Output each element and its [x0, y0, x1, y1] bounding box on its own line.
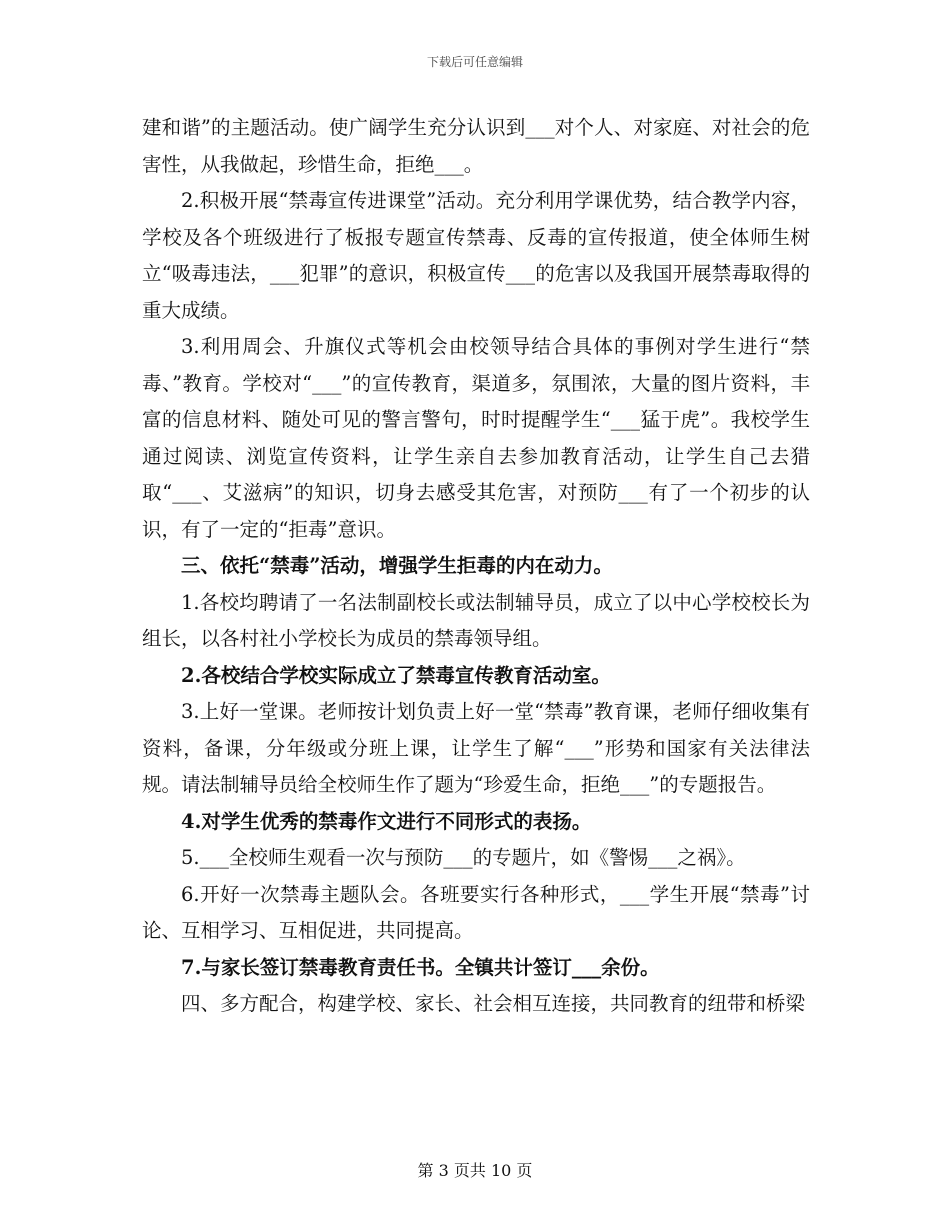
paragraph: 3.上好一堂课。老师按计划负责上好一堂“禁毒”教育课，老师仔细收集有资料，备课，分年级或分班上课，让学生了解“___”形势和国家有关法律法规。请法制辅导员给全校师生作了题为“珍爱生命，拒绝___”的专题报告。 — [142, 700, 810, 796]
section-heading: 三、依托“禁毒”活动，增强学生拒毒的内在动力。 — [181, 554, 613, 577]
section-heading: 四、多方配合，构建学校、家长、社会相互连接，共同教育的纽带和桥梁 — [181, 992, 806, 1015]
paragraph: 5.___全校师生观看一次与预防___的专题片，如《警惕___之祸》。 — [181, 846, 746, 869]
document-body — [142, 110, 810, 1023]
paragraph: 1.各校均聘请了一名法制副校长或法制辅导员，成立了以中心学校校长为组长，以各村社小学校长为成员的禁毒领导组。 — [142, 590, 810, 650]
bold-item: 7.与家长签订禁毒教育责任书。全镇共计签订___余份。 — [181, 955, 660, 979]
paragraph: 2.积极开展“禁毒宣传进课堂”活动。充分利用学课优势，结合教学内容，学校及各个班级进行了板报专题宣传禁毒、反毒的宣传报道，使全体师生树立“吸毒违法，___犯罪”的意识，积极宣传___的危害以及我国开展禁毒取得的重大成绩。 — [142, 189, 810, 322]
bold-item: 4.对学生优秀的禁毒作文进行不同形式的表扬。 — [181, 809, 592, 833]
bold-item: 2.各校结合学校实际成立了禁毒宣传教育活动室。 — [181, 663, 611, 687]
paragraph: 3.利用周会、升旗仪式等机会由校领导结合具体的事例对学生进行“禁毒、”教育。学校对“___”的宣传教育，渠道多，氛围浓，大量的图片资料，丰富的信息材料、随处可见的警言警句，时时提醒学生“___猛于虎”。我校学生通过阅读、浏览宣传资料，让学生亲自去参加教育活动，让学生自己去猎取“___、艾滋病”的知识，切身去感受其危害，对预防___有了一个初步的认识，有了一定的“拒毒”意识。 — [142, 335, 810, 541]
page-footer: 第 3 页共 10 页 — [417, 1161, 533, 1180]
paragraph: 6.开好一次禁毒主题队会。各班要实行各种形式，___学生开展“禁毒”讨论、互相学习、互相促进，共同提高。 — [142, 882, 810, 942]
page-header: 下载后可任意编辑 — [426, 55, 523, 69]
paragraph: 建和谐”的主题活动。使广阔学生充分认识到___对个人、对家庭、对社会的危害性，从我做起，珍惜生命，拒绝___。 — [142, 116, 810, 176]
